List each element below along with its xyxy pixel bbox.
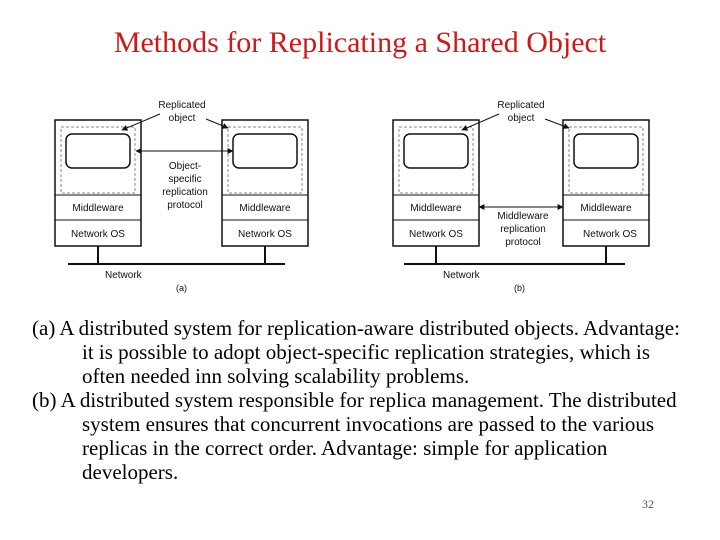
network-label: Network	[105, 270, 142, 281]
replicated-object-label-line1: Replicated	[497, 100, 545, 111]
protocol-label-line1: Middleware	[497, 211, 549, 222]
slide-title: Methods for Replicating a Shared Object	[113, 26, 607, 59]
protocol-label-line4: protocol	[167, 200, 203, 211]
diagram-a	[55, 100, 308, 293]
network-os-label: Network OS	[409, 229, 463, 240]
host-b-left	[393, 120, 479, 246]
replicated-object-label-line2: object	[507, 113, 535, 124]
network-os-label: Network OS	[583, 229, 637, 240]
middleware-label: Middleware	[410, 203, 462, 214]
replica-object	[404, 134, 468, 168]
protocol-label-line3: protocol	[505, 237, 541, 248]
diagram-b	[393, 100, 649, 293]
network-label: Network	[443, 270, 480, 281]
replica-object	[233, 134, 297, 168]
host-b-right	[563, 120, 649, 246]
caption-a: (a)	[176, 283, 187, 293]
paragraph-a: (a) A distributed system for replication-aware distributed objects. Advantage: it is possible to adopt object-specific replication strategies, which is often needed inn solving scalability problems.	[32, 316, 680, 388]
middleware-label: Middleware	[72, 203, 124, 214]
caption-b: (b)	[514, 283, 525, 293]
middleware-label: Middleware	[239, 203, 291, 214]
replica-object	[66, 134, 130, 168]
paragraph-b: (b) A distributed system responsible for replica management. The distributed system ensures that concurrent invocations are passed to the various replicas in the correct order. Advantage: simple for application developers.	[32, 388, 677, 484]
host-a-right	[222, 120, 308, 246]
replica-object	[574, 134, 638, 168]
slide-body	[32, 316, 692, 484]
protocol-label-line2: specific	[168, 174, 202, 185]
protocol-label-line2: replication	[500, 224, 546, 235]
protocol-label-line1: Object-	[168, 161, 202, 172]
page-number: 32	[642, 497, 654, 511]
host-a-left	[55, 120, 141, 246]
network-os-label: Network OS	[238, 229, 292, 240]
protocol-label-line3: replication	[162, 187, 208, 198]
replicated-object-label-line2: object	[168, 113, 196, 124]
network-os-label: Network OS	[71, 229, 125, 240]
replicated-object-label-line1: Replicated	[158, 100, 206, 111]
middleware-label: Middleware	[580, 203, 632, 214]
